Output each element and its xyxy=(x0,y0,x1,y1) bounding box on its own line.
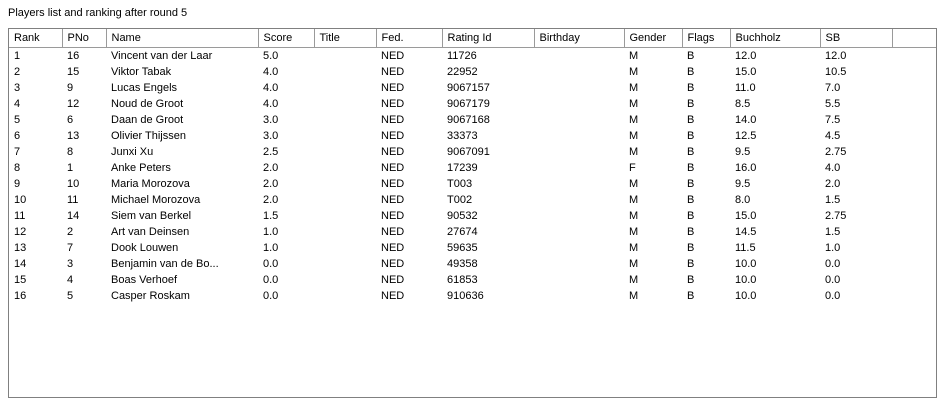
cell-score: 1.0 xyxy=(263,242,279,254)
cell-fed: NED xyxy=(381,82,405,94)
cell-buchholz: 8.0 xyxy=(735,194,751,206)
cell-flags: B xyxy=(687,50,695,62)
cell-name: Maria Morozova xyxy=(111,178,190,190)
cell-pno: 12 xyxy=(67,98,80,110)
cell-sb: 2.0 xyxy=(825,178,841,190)
cell-sb: 10.5 xyxy=(825,66,847,78)
cell-fed: NED xyxy=(381,50,405,62)
cell-flags: B xyxy=(687,274,695,286)
cell-pno: 7 xyxy=(67,242,74,254)
cell-buchholz: 10.0 xyxy=(735,274,757,286)
cell-name: Vincent van der Laar xyxy=(111,50,213,62)
cell-name: Art van Deinsen xyxy=(111,226,190,238)
cell-sb: 7.5 xyxy=(825,114,841,126)
players-table xyxy=(9,29,936,304)
cell-sb: 1.5 xyxy=(825,226,841,238)
cell-gender: M xyxy=(629,290,639,302)
cell-rating-id: 9067157 xyxy=(447,82,490,94)
cell-rating-id: 22952 xyxy=(447,66,478,78)
cell-flags: B xyxy=(687,130,695,142)
cell-birthday xyxy=(534,144,624,160)
cell-flags: B xyxy=(687,290,695,302)
cell-name: Daan de Groot xyxy=(111,114,184,126)
table-row[interactable] xyxy=(9,256,936,272)
cell-birthday xyxy=(534,80,624,96)
cell-fed: NED xyxy=(381,242,405,254)
cell-pno: 2 xyxy=(67,226,74,238)
cell-title xyxy=(314,80,376,96)
cell-buchholz: 10.0 xyxy=(735,258,757,270)
cell-pno: 9 xyxy=(67,82,74,94)
cell-spacer xyxy=(892,256,936,272)
cell-spacer xyxy=(892,64,936,80)
cell-rank: 12 xyxy=(14,226,27,238)
cell-name: Lucas Engels xyxy=(111,82,178,94)
cell-fed: NED xyxy=(381,162,405,174)
cell-pno: 3 xyxy=(67,258,74,270)
cell-gender: M xyxy=(629,146,639,158)
cell-birthday xyxy=(534,48,624,65)
cell-title xyxy=(314,256,376,272)
cell-rating-id: 17239 xyxy=(447,162,478,174)
cell-gender: M xyxy=(629,274,639,286)
cell-buchholz: 9.5 xyxy=(735,178,751,190)
cell-flags: B xyxy=(687,210,695,222)
cell-name: Benjamin van de Bo... xyxy=(111,258,219,270)
cell-score: 2.5 xyxy=(263,146,279,158)
cell-pno: 11 xyxy=(67,194,79,206)
column-header-sb[interactable]: SB xyxy=(820,29,892,48)
cell-rank: 11 xyxy=(14,210,26,222)
table-row[interactable] xyxy=(9,48,936,65)
cell-spacer xyxy=(892,160,936,176)
column-header-flags[interactable]: Flags xyxy=(682,29,730,48)
cell-fed: NED xyxy=(381,194,405,206)
cell-sb: 2.75 xyxy=(825,146,847,158)
cell-fed: NED xyxy=(381,226,405,238)
cell-spacer xyxy=(892,208,936,224)
cell-name: Siem van Berkel xyxy=(111,210,192,222)
cell-spacer xyxy=(892,80,936,96)
cell-birthday xyxy=(534,64,624,80)
cell-name: Michael Morozova xyxy=(111,194,201,206)
table-row[interactable] xyxy=(9,160,936,176)
cell-fed: NED xyxy=(381,210,405,222)
cell-spacer xyxy=(892,192,936,208)
cell-buchholz: 15.0 xyxy=(735,66,757,78)
cell-rating-id: 9067091 xyxy=(447,146,490,158)
cell-pno: 16 xyxy=(67,50,80,62)
cell-rank: 2 xyxy=(14,66,21,78)
cell-rank: 16 xyxy=(14,290,27,302)
cell-rating-id: T003 xyxy=(447,178,473,190)
cell-rating-id: 90532 xyxy=(447,210,478,222)
cell-fed: NED xyxy=(381,258,405,270)
cell-gender: M xyxy=(629,194,639,206)
cell-spacer xyxy=(892,48,936,65)
table-row[interactable] xyxy=(9,192,936,208)
cell-gender: F xyxy=(629,162,636,174)
cell-birthday xyxy=(534,176,624,192)
cell-name: Casper Roskam xyxy=(111,290,190,302)
cell-rank: 5 xyxy=(14,114,21,126)
cell-birthday xyxy=(534,160,624,176)
table-row[interactable] xyxy=(9,64,936,80)
cell-rank: 14 xyxy=(14,258,27,270)
cell-rating-id: 59635 xyxy=(447,242,478,254)
cell-spacer xyxy=(892,96,936,112)
column-header-rating-id[interactable]: Rating Id xyxy=(442,29,534,48)
cell-rank: 9 xyxy=(14,178,21,190)
cell-title xyxy=(314,224,376,240)
cell-rank: 15 xyxy=(14,274,27,286)
cell-sb: 0.0 xyxy=(825,274,841,286)
cell-pno: 10 xyxy=(67,178,80,190)
cell-pno: 4 xyxy=(67,274,74,286)
cell-birthday xyxy=(534,272,624,288)
cell-title xyxy=(314,112,376,128)
cell-rank: 6 xyxy=(14,130,21,142)
cell-spacer xyxy=(892,176,936,192)
cell-spacer xyxy=(892,224,936,240)
cell-gender: M xyxy=(629,82,639,94)
table-row[interactable] xyxy=(9,288,936,304)
cell-birthday xyxy=(534,112,624,128)
cell-birthday xyxy=(534,96,624,112)
cell-sb: 1.5 xyxy=(825,194,841,206)
table-row[interactable] xyxy=(9,272,936,288)
cell-buchholz: 16.0 xyxy=(735,162,757,174)
cell-score: 3.0 xyxy=(263,130,279,142)
table-row[interactable] xyxy=(9,80,936,96)
cell-pno: 5 xyxy=(67,290,74,302)
column-header-title[interactable]: Title xyxy=(314,29,376,48)
table-row[interactable] xyxy=(9,144,936,160)
table-row[interactable] xyxy=(9,208,936,224)
cell-spacer xyxy=(892,288,936,304)
cell-rating-id: 11726 xyxy=(447,50,477,62)
cell-name: Anke Peters xyxy=(111,162,171,174)
cell-pno: 13 xyxy=(67,130,80,142)
cell-flags: B xyxy=(687,146,695,158)
cell-title xyxy=(314,160,376,176)
cell-score: 4.0 xyxy=(263,98,279,110)
cell-score: 2.0 xyxy=(263,194,279,206)
cell-birthday xyxy=(534,192,624,208)
cell-sb: 4.5 xyxy=(825,130,841,142)
cell-title xyxy=(314,128,376,144)
cell-buchholz: 14.0 xyxy=(735,114,757,126)
cell-sb: 5.5 xyxy=(825,98,841,110)
cell-sb: 4.0 xyxy=(825,162,841,174)
cell-gender: M xyxy=(629,242,639,254)
table-row[interactable] xyxy=(9,128,936,144)
cell-gender: M xyxy=(629,50,639,62)
table-body xyxy=(9,48,936,305)
cell-rank: 10 xyxy=(14,194,27,206)
table-row[interactable] xyxy=(9,176,936,192)
cell-title xyxy=(314,64,376,80)
cell-fed: NED xyxy=(381,146,405,158)
cell-sb: 12.0 xyxy=(825,50,847,62)
cell-birthday xyxy=(534,224,624,240)
cell-buchholz: 8.5 xyxy=(735,98,751,110)
cell-buchholz: 11.0 xyxy=(735,82,756,94)
table-row[interactable] xyxy=(9,112,936,128)
cell-title xyxy=(314,176,376,192)
cell-rank: 7 xyxy=(14,146,21,158)
cell-sb: 1.0 xyxy=(825,242,841,254)
cell-score: 4.0 xyxy=(263,82,279,94)
cell-rating-id: 9067168 xyxy=(447,114,490,126)
cell-pno: 8 xyxy=(67,146,74,158)
cell-gender: M xyxy=(629,178,639,190)
table-row[interactable] xyxy=(9,224,936,240)
cell-gender: M xyxy=(629,98,639,110)
column-header-fed[interactable]: Fed. xyxy=(376,29,442,48)
cell-fed: NED xyxy=(381,290,405,302)
cell-score: 5.0 xyxy=(263,50,279,62)
cell-title xyxy=(314,144,376,160)
cell-buchholz: 14.5 xyxy=(735,226,757,238)
cell-score: 4.0 xyxy=(263,66,279,78)
cell-name: Olivier Thijssen xyxy=(111,130,186,142)
cell-rating-id: 49358 xyxy=(447,258,478,270)
cell-rating-id: 33373 xyxy=(447,130,478,142)
cell-spacer xyxy=(892,272,936,288)
cell-score: 3.0 xyxy=(263,114,279,126)
cell-spacer xyxy=(892,128,936,144)
cell-buchholz: 12.0 xyxy=(735,50,757,62)
cell-buchholz: 15.0 xyxy=(735,210,757,222)
cell-title xyxy=(314,48,376,65)
cell-pno: 6 xyxy=(67,114,74,126)
cell-fed: NED xyxy=(381,98,405,110)
cell-fed: NED xyxy=(381,114,405,126)
cell-rank: 13 xyxy=(14,242,27,254)
cell-sb: 2.75 xyxy=(825,210,847,222)
cell-score: 2.0 xyxy=(263,178,279,190)
table-row[interactable] xyxy=(9,96,936,112)
column-header-rank[interactable]: Rank xyxy=(9,29,62,48)
cell-score: 0.0 xyxy=(263,274,279,286)
cell-title xyxy=(314,288,376,304)
cell-buchholz: 11.5 xyxy=(735,242,756,254)
cell-rating-id: 61853 xyxy=(447,274,478,286)
cell-birthday xyxy=(534,240,624,256)
cell-rank: 4 xyxy=(14,98,21,110)
cell-rank: 1 xyxy=(14,50,21,62)
cell-flags: B xyxy=(687,178,695,190)
cell-fed: NED xyxy=(381,66,405,78)
cell-buchholz: 12.5 xyxy=(735,130,757,142)
cell-fed: NED xyxy=(381,178,405,190)
cell-birthday xyxy=(534,128,624,144)
cell-sb: 0.0 xyxy=(825,290,841,302)
cell-pno: 1 xyxy=(67,162,74,174)
cell-gender: M xyxy=(629,114,639,126)
cell-name: Noud de Groot xyxy=(111,98,184,110)
cell-gender: M xyxy=(629,258,639,270)
cell-rank: 3 xyxy=(14,82,21,94)
cell-rating-id: T002 xyxy=(447,194,473,206)
cell-buchholz: 9.5 xyxy=(735,146,751,158)
cell-buchholz: 10.0 xyxy=(735,290,757,302)
cell-title xyxy=(314,208,376,224)
cell-flags: B xyxy=(687,82,695,94)
cell-birthday xyxy=(534,208,624,224)
cell-fed: NED xyxy=(381,274,405,286)
cell-pno: 15 xyxy=(67,66,80,78)
cell-flags: B xyxy=(687,162,695,174)
cell-gender: M xyxy=(629,66,639,78)
cell-rank: 8 xyxy=(14,162,21,174)
cell-title xyxy=(314,96,376,112)
column-header-gender[interactable]: Gender xyxy=(624,29,682,48)
cell-title xyxy=(314,240,376,256)
cell-pno: 14 xyxy=(67,210,80,222)
cell-name: Viktor Tabak xyxy=(111,66,172,78)
column-header-name[interactable]: Name xyxy=(106,29,258,48)
cell-gender: M xyxy=(629,210,639,222)
cell-flags: B xyxy=(687,194,695,206)
cell-title xyxy=(314,272,376,288)
cell-spacer xyxy=(892,240,936,256)
cell-spacer xyxy=(892,112,936,128)
cell-score: 1.0 xyxy=(263,226,279,238)
table-header-row xyxy=(9,29,936,48)
cell-score: 0.0 xyxy=(263,290,279,302)
players-table-container[interactable] xyxy=(8,28,937,398)
cell-flags: B xyxy=(687,98,695,110)
cell-sb: 7.0 xyxy=(825,82,841,94)
cell-title xyxy=(314,192,376,208)
cell-gender: M xyxy=(629,130,639,142)
cell-name: Boas Verhoef xyxy=(111,274,178,286)
cell-rating-id: 910636 xyxy=(447,290,484,302)
column-header-spacer[interactable] xyxy=(892,29,936,48)
column-header-buchholz[interactable]: Buchholz xyxy=(730,29,820,48)
cell-flags: B xyxy=(687,226,695,238)
cell-name: Dook Louwen xyxy=(111,242,179,254)
cell-fed: NED xyxy=(381,130,405,142)
cell-score: 2.0 xyxy=(263,162,279,174)
cell-birthday xyxy=(534,288,624,304)
table-row[interactable] xyxy=(9,240,936,256)
cell-rating-id: 9067179 xyxy=(447,98,490,110)
column-header-pno[interactable]: PNo xyxy=(62,29,106,48)
cell-sb: 0.0 xyxy=(825,258,841,270)
page-title: Players list and ranking after round 5 xyxy=(0,0,943,26)
cell-birthday xyxy=(534,256,624,272)
cell-flags: B xyxy=(687,114,695,126)
cell-flags: B xyxy=(687,242,695,254)
cell-rating-id: 27674 xyxy=(447,226,478,238)
column-header-score[interactable]: Score xyxy=(258,29,314,48)
cell-name: Junxi Xu xyxy=(111,146,154,158)
cell-score: 1.5 xyxy=(263,210,279,222)
cell-flags: B xyxy=(687,66,695,78)
cell-score: 0.0 xyxy=(263,258,279,270)
cell-gender: M xyxy=(629,226,639,238)
column-header-birthday[interactable]: Birthday xyxy=(534,29,624,48)
cell-spacer xyxy=(892,144,936,160)
cell-flags: B xyxy=(687,258,695,270)
